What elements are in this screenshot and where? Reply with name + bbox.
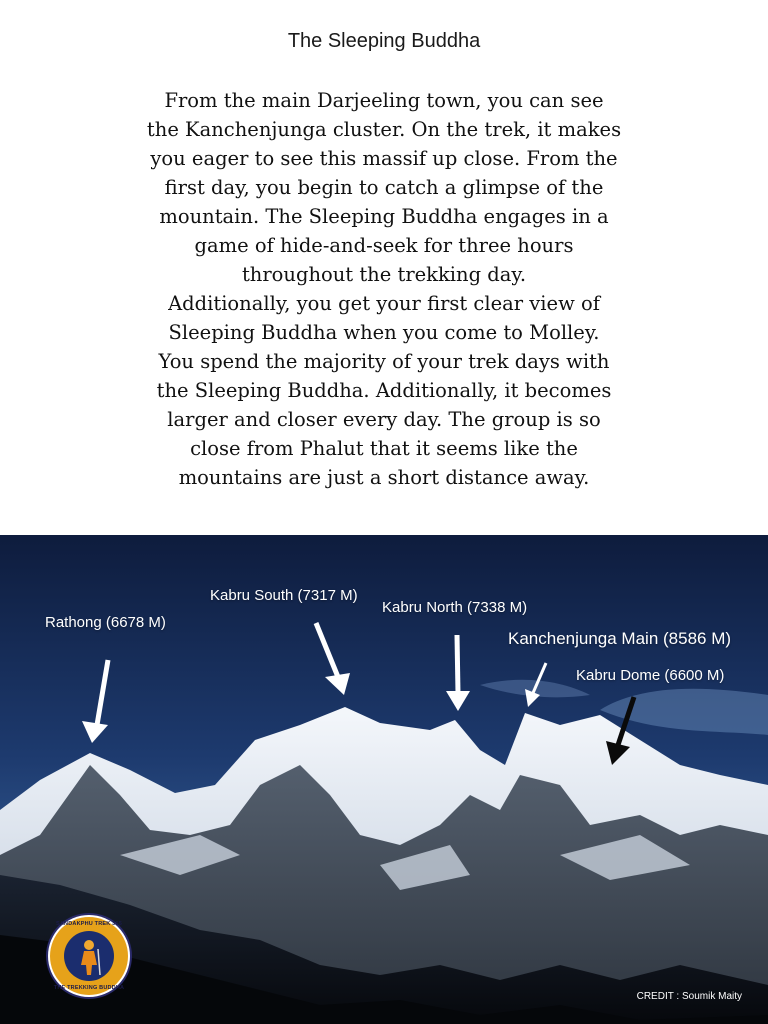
paragraph-line: mountain. The Sleeping Buddha engages in a <box>159 205 609 228</box>
label-kabru-dome: Kabru Dome (6600 M) <box>576 667 725 684</box>
logo-center <box>64 931 114 981</box>
paragraph-line: you eager to see this massif up close. From the <box>150 147 618 170</box>
paragraph-line: Additionally, you get your first clear view of <box>168 292 600 315</box>
paragraph-line: Sleeping Buddha when you come to Molley. <box>168 321 600 344</box>
hiker-icon <box>64 931 114 981</box>
label-kabru-north: Kabru North (7338 M) <box>382 599 528 616</box>
paragraph-line: You spend the majority of your trek days with <box>158 350 610 373</box>
mountain-photo <box>0 535 768 1024</box>
paragraph-line: game of hide-and-seek for three hours <box>194 234 574 257</box>
logo-top-text: SANDAKPHU TREK 365 <box>56 921 122 927</box>
label-kanchenjunga-main: Kanchenjunga Main (8586 M) <box>508 629 732 648</box>
arrow-kabru-north-line <box>457 635 458 693</box>
paragraph-line: the Kanchenjunga cluster. On the trek, it makes <box>146 118 622 141</box>
logo-bottom-text: THE TREKKING BUDDHA <box>53 985 125 991</box>
paragraph-line: close from Phalut that it seems like the <box>190 437 578 460</box>
paragraph-line: larger and closer every day. The group is so <box>167 408 601 431</box>
photo-credit: CREDIT : Soumik Maity <box>636 991 742 1002</box>
paragraph-line: the Sleeping Buddha. Additionally, it becomes <box>156 379 612 402</box>
paragraph-line: first day, you begin to catch a glimpse of the <box>164 176 604 199</box>
page-title: The Sleeping Buddha <box>287 30 481 52</box>
paragraph-line: mountains are just a short distance away. <box>178 466 590 489</box>
trekking-buddha-logo <box>50 917 128 995</box>
paragraph-line: From the main Darjeeling town, you can see <box>164 89 604 112</box>
paragraph-line: throughout the trekking day. <box>241 263 527 286</box>
label-kabru-south: Kabru South (7317 M) <box>210 587 358 604</box>
label-rathong: Rathong (6678 M) <box>45 614 166 631</box>
description-paragraph <box>140 86 628 492</box>
